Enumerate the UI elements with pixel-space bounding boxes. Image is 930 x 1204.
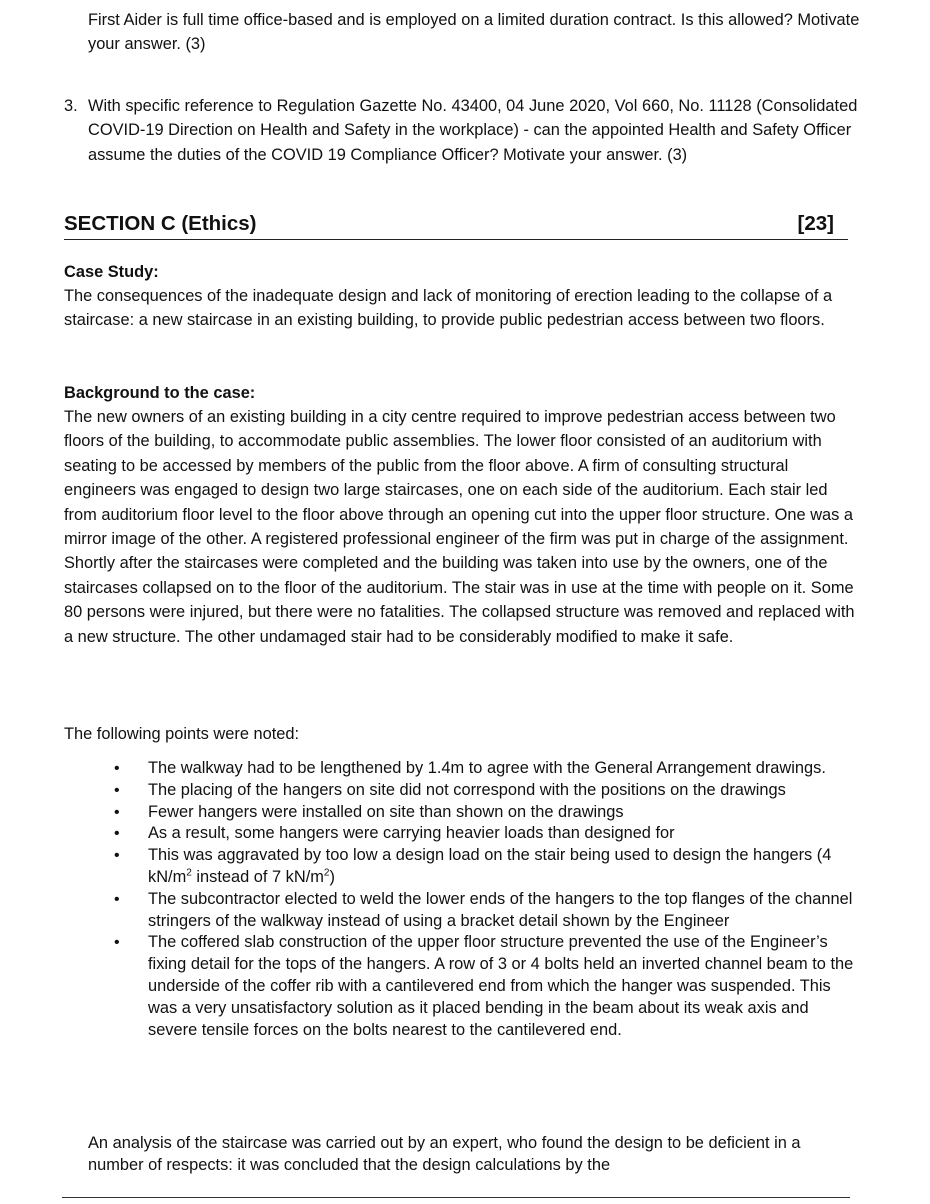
point-text-part: instead of 7 kN/m bbox=[191, 867, 324, 886]
list-item bbox=[0, 802, 860, 824]
bullet-icon: • bbox=[114, 934, 120, 952]
point-text: Fewer hangers were installed on site than shown on the drawings bbox=[148, 802, 624, 821]
list-item bbox=[0, 823, 860, 845]
superscript: 2 bbox=[186, 867, 192, 879]
section-title: SECTION C (Ethics) bbox=[64, 212, 257, 235]
page-bottom-divider bbox=[62, 1197, 850, 1198]
question-3 bbox=[64, 94, 864, 167]
background-heading: Background to the case: bbox=[64, 384, 256, 402]
points-list bbox=[0, 758, 860, 1041]
list-item bbox=[0, 758, 860, 780]
point-text-part: ) bbox=[329, 867, 335, 886]
section-marks: [23] bbox=[797, 212, 834, 235]
list-item bbox=[0, 889, 860, 933]
case-study-heading: Case Study: bbox=[64, 263, 159, 281]
background-paragraph-1: The new owners of an existing building in a city centre required to improve pedestrian access between two floors of the building, to accommodate public assemblies. The lower floor consisted of an auditorium with seating to be accessed by members of the public from the floor above. A firm of consulting structural engineers was engaged to design two large staircases, one on each side of the auditorium. Each stair led from auditorium floor level to the floor above through an opening cut into the upper floor structure. One was a mirror image of the other. A registered professional engineer of the firm was put in charge of the assignment. bbox=[64, 408, 854, 549]
bullet-icon: • bbox=[114, 825, 120, 843]
question-2-continuation: First Aider is full time office-based and is employed on a limited duration contract. Is this allowed? Motivate your answer. (3) bbox=[88, 11, 860, 54]
bullet-icon: • bbox=[114, 847, 120, 865]
background-text bbox=[64, 405, 864, 649]
analysis-text: An analysis of the staircase was carried out by an expert, who found the design to be deficient in a number of respects: it was concluded that the design calculations by the bbox=[88, 1134, 801, 1174]
point-text: The subcontractor elected to weld the lower ends of the hangers to the top flanges of the channel stringers of the walkway instead of using a bracket detail shown by the Engineer bbox=[148, 889, 853, 930]
question-3-text: With specific reference to Regulation Gazette No. 43400, 04 June 2020, Vol 660, No. 11128 (Consolidated COVID-19 Direction on Health and Safety in the workplace) - can the appointed Health and Safety Officer assume the duties of the COVID 19 Compliance Officer? Motivate your answer. (3) bbox=[88, 97, 858, 164]
point-text: The coffered slab construction of the upper floor structure prevented the use of the Engineer’s fixing detail for the tops of the hangers. A row of 3 or 4 bolts held an inverted channel beam to the underside of the coffer rib with a cantilevered end from which the hanger was suspended. This was a very unsatisfactory solution as it placed bending in the beam about its weak axis and severe tensile forces on the bolts nearest to the cantilevered end. bbox=[148, 933, 854, 1039]
point-text: The walkway had to be lengthened by 1.4m to agree with the General Arrangement drawings. bbox=[148, 759, 826, 777]
bullet-icon: • bbox=[114, 890, 120, 908]
list-item bbox=[0, 780, 860, 802]
bullet-icon: • bbox=[114, 803, 120, 821]
point-text: The placing of the hangers on site did not correspond with the positions on the drawings bbox=[148, 780, 786, 799]
bullet-icon: • bbox=[114, 760, 120, 777]
question-3-number: 3. bbox=[64, 97, 78, 115]
list-item bbox=[0, 845, 860, 889]
list-item bbox=[0, 932, 860, 1041]
point-text: As a result, some hangers were carrying heavier loads than designed for bbox=[148, 824, 675, 843]
bullet-icon: • bbox=[114, 781, 120, 799]
case-study-text: The consequences of the inadequate design and lack of monitoring of erection leading to the collapse of a staircase: a new staircase in an existing building, to provide public pedestrian access between two floors. bbox=[64, 287, 833, 330]
section-c-heading bbox=[64, 212, 848, 240]
points-intro: The following points were noted: bbox=[64, 725, 300, 743]
superscript: 2 bbox=[323, 867, 330, 879]
point-text-part: This was aggravated by too low a design load on the stair being used to design the hangers (4 kN/m bbox=[148, 846, 832, 886]
background-paragraph-2: Shortly after the staircases were completed and the building was taken into use by the owners, one of the staircases collapsed on to the floor of the auditorium. The stair was in use at the time with people on it. Some 80 persons were injured, but there were no fatalities. The collapsed structure was removed and replaced with a new structure. The other undamaged stair had to be considerably modified to make it safe. bbox=[64, 554, 855, 646]
point-text bbox=[148, 846, 831, 886]
